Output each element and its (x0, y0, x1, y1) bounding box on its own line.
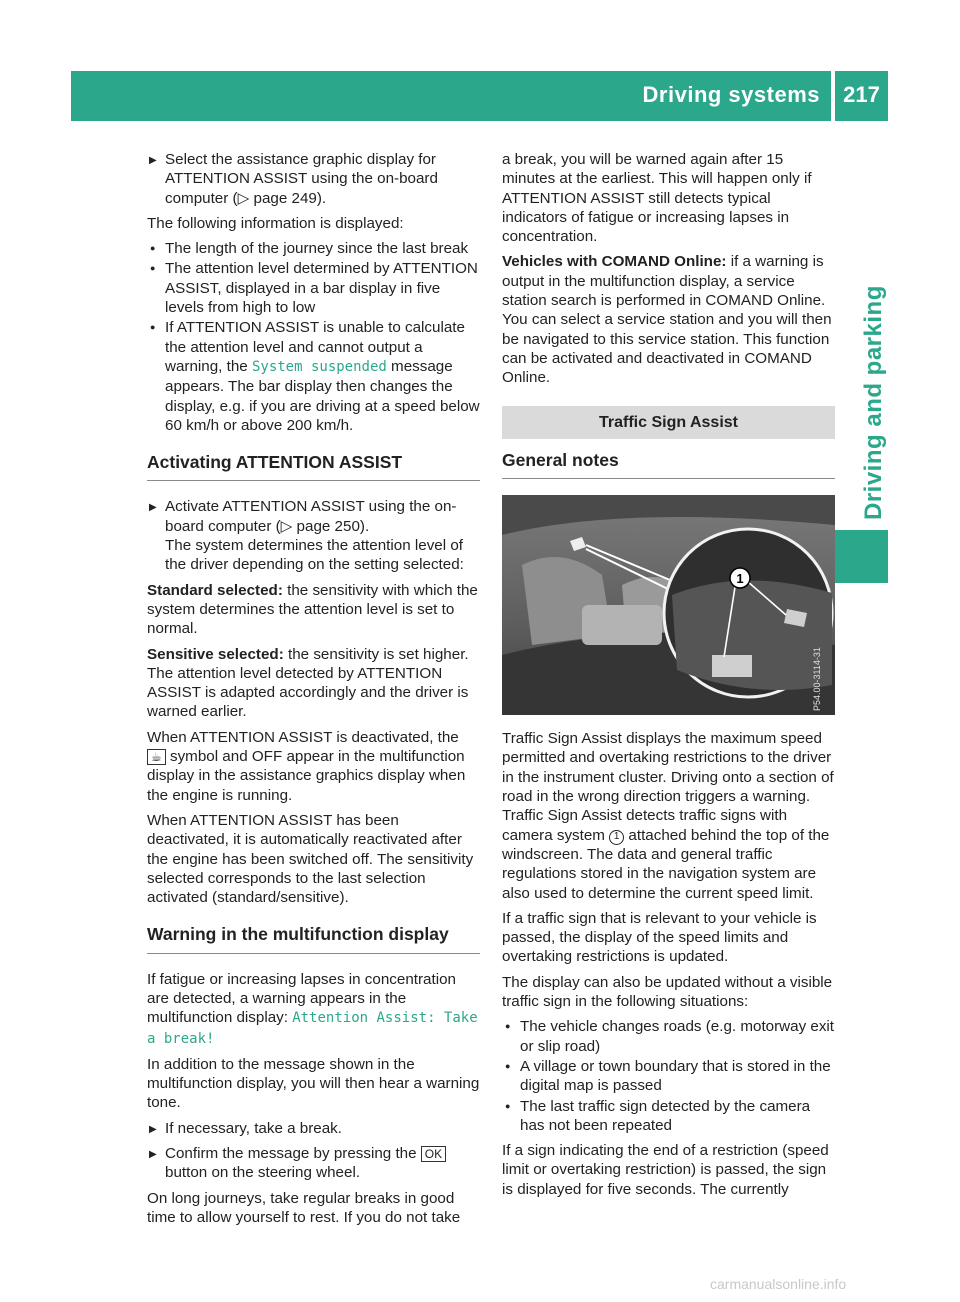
paragraph: The display can also be updated without a visible traffic sign in the following situations: (502, 973, 833, 1011)
paragraph: If fatigue or increasing lapses in concentration are detected, a warning appears in the multifunction display: Attention Assist: Take a break! (147, 970, 478, 1047)
page-reference-link[interactable]: ▷ page 249). (237, 189, 327, 207)
paragraph: The following information is displayed: (147, 214, 404, 232)
section-title: Driving systems (642, 82, 820, 107)
section-heading: Activating ATTENTION ASSIST (147, 453, 480, 481)
list-item: ● The attention level determined by ATTENTION ASSIST, displayed in a bar display in five levels from high to low (147, 259, 480, 317)
paragraph: a break, you will be warned again after 15 minutes at the earliest. This will happen only if ATTENTION ASSIST still detects typical indicators of fatigue or increasing lapses in concentration. (502, 151, 812, 246)
callout-marker: 1 (609, 830, 624, 845)
coffee-cup-icon: ☕ (147, 749, 166, 765)
windscreen-camera-illustration (502, 495, 835, 715)
situations-bullet-list (502, 1017, 835, 1135)
paragraph: In addition to the message shown in the multifunction display, you will then hear a warning tone. (147, 1055, 480, 1112)
instruction-step: ▶ Confirm the message by pressing the OK button on the steering wheel. (147, 1144, 480, 1183)
paragraph: When ATTENTION ASSIST has been deactivated, it is automatically reactivated after the engine has been switched off. The sensitivity selected corresponds to the last selection activated (standard/sensitive). (147, 811, 474, 907)
paragraph: Traffic Sign Assist displays the maximum speed permitted and overtaking restrictions to the driver in the instrument cluster. Driving onto a section of road in the wrong direction triggers a warning. Traffic Sign Assist detects traffic signs with camera system 1 attached behind the top of the windscreen. The data and general traffic regulations stored in the navigation system are also used to determine the current speed limit. (502, 730, 834, 902)
list-item: ● The length of the journey since the last break (147, 239, 480, 258)
list-item: ● A village or town boundary that is stored in the digital map is passed (502, 1057, 835, 1096)
chapter-tab-marker (835, 530, 888, 583)
paragraph: Standard selected: the sensitivity with which the system determines the attention level is set to normal. (147, 581, 478, 638)
info-bullet-list (147, 239, 480, 435)
figure-code-label: P54.00-3114-31 (812, 647, 822, 712)
display-message: System suspended (251, 358, 387, 375)
section-heading-boxed: Traffic Sign Assist (502, 406, 835, 439)
instruction-step: ▶ If necessary, take a break. (147, 1119, 480, 1138)
chapter-tab-label: Driving and parking (860, 285, 887, 520)
left-column (147, 150, 480, 1233)
list-item: ● The last traffic sign detected by the camera has not been repeated (502, 1097, 835, 1136)
paragraph: Vehicles with COMAND Online: if a warning is output in the multifunction display, a service station search is performed in COMAND Online. You can select a service station and you will then be navigated to this service station. This function can be activated and deactivated in COMAND Online. (502, 253, 832, 387)
watermark: carmanualsonline.info (710, 1276, 847, 1292)
section-heading: General notes (502, 451, 835, 479)
page-number: 217 (843, 82, 880, 107)
windscreen-camera-figure (502, 495, 835, 715)
section-heading: Warning in the multifunction display (147, 925, 480, 953)
paragraph: On long journeys, take regular breaks in good time to allow yourself to rest. If you do not take (147, 1189, 461, 1226)
ok-key-icon: OK (421, 1146, 446, 1162)
list-item: ● The vehicle changes roads (e.g. motorway exit or slip road) (502, 1017, 835, 1056)
instruction-step: ▶ Activate ATTENTION ASSIST using the on-board computer (▷ page 250). The system determines the attention level of the driver depending on the setting selected: (147, 497, 480, 574)
paragraph: If a traffic sign that is relevant to your vehicle is passed, the display of the speed limits and overtaking restrictions is updated. (502, 909, 817, 966)
list-item: ● If ATTENTION ASSIST is unable to calculate the attention level and cannot output a warning, the System suspended message appears. The bar display then changes the display, e.g. if you are driving at a speed below 60 km/h or above 200 km/h. (147, 318, 480, 435)
figure-callout-label: 1 (736, 571, 744, 587)
instruction-step: ▶ Select the assistance graphic display for ATTENTION ASSIST using the on-board computer (▷ page 249). (147, 150, 480, 208)
page-reference-link[interactable]: ▷ page 250). (280, 517, 370, 535)
paragraph: Sensitive selected: the sensitivity is set higher. The attention level detected by ATTENTION ASSIST is adapted accordingly and the driver is warned earlier. (147, 645, 469, 721)
paragraph: If a sign indicating the end of a restriction (speed limit or overtaking restriction) is passed, the sign is displayed for five seconds. The currently (502, 1142, 829, 1198)
paragraph: When ATTENTION ASSIST is deactivated, the ☕ symbol and OFF appear in the multifunction display in the assistance graphics display when the engine is running. (147, 728, 466, 804)
right-column (502, 150, 835, 1205)
display-message: Attention Assist: Take a break! (147, 1010, 478, 1047)
